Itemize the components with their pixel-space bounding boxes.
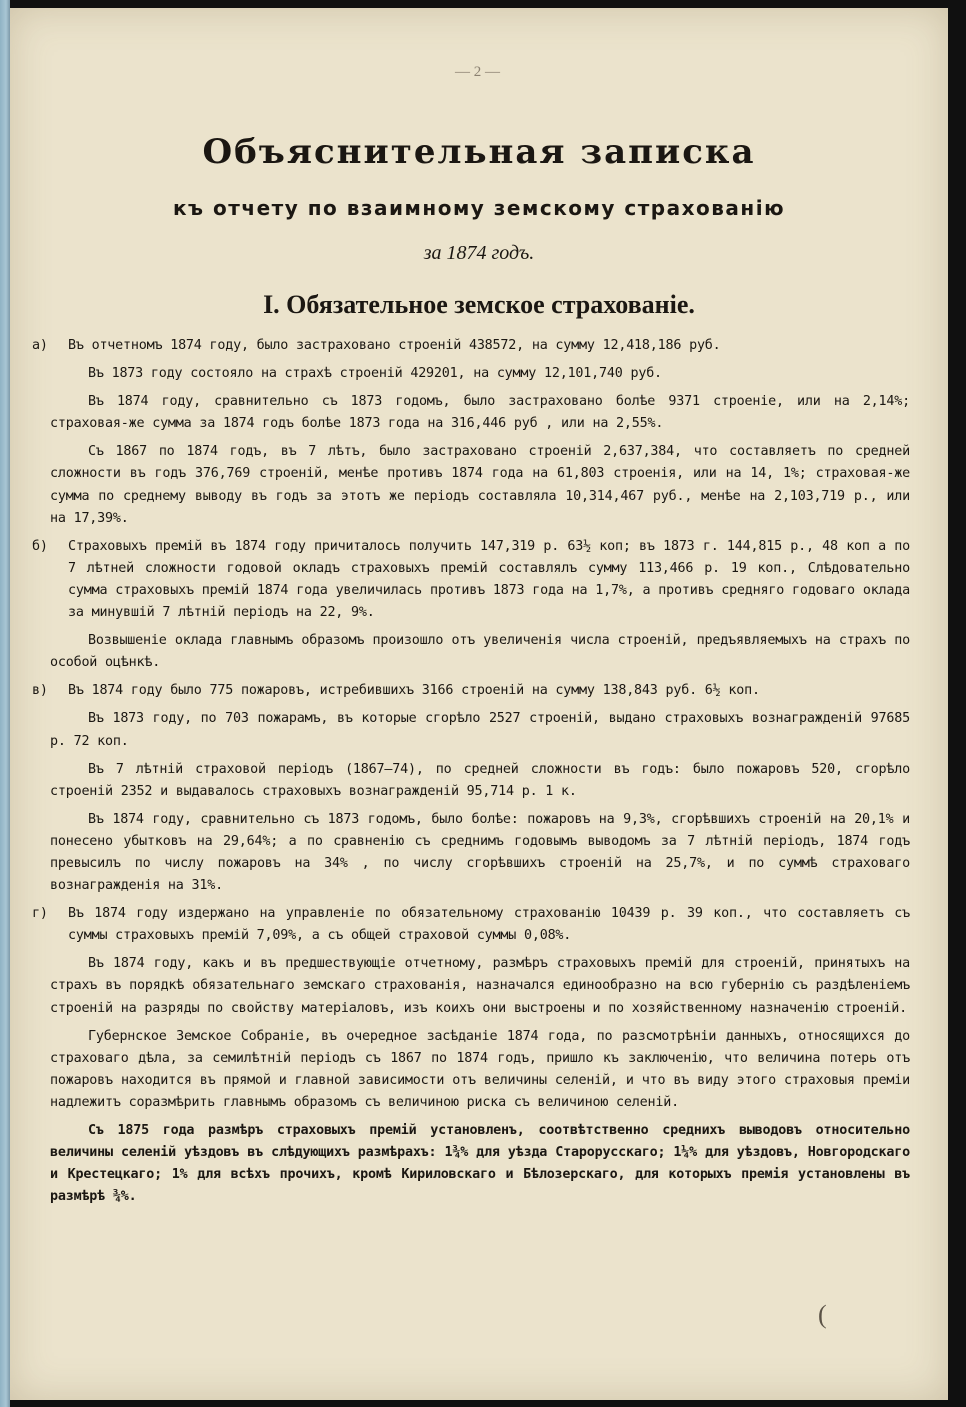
paragraph-text: Въ 1874 году, какъ и въ предшествующіе отчетному, размѣръ страховыхъ премій для строеній, принятыхъ на страхъ въ порядкѣ обязательнаго земскаго страхованія, назначался единообразно на всю губернію съ раздѣленіемъ строеній на разряды по свойству матеріаловъ, изъ коихъ они выстроены и по хозяйственному назначенію строеній. <box>50 956 910 1016</box>
paragraph <box>50 759 910 803</box>
paragraph <box>32 335 910 357</box>
paragraph <box>32 680 910 702</box>
page-number: — 2 — <box>455 64 500 80</box>
paragraph <box>50 441 910 529</box>
year-line: за 1874 годъ. <box>423 242 535 264</box>
paragraph-text: Въ 7 лѣтній страховой періодъ (1867—74), по средней сложности въ годъ: было пожаровъ 520, сгорѣло строеній 2352 и выдавалось страховыхъ вознагражденій 95,714 р. 1 к. <box>50 761 910 799</box>
margin-mark: ( <box>818 1300 827 1329</box>
document-subtitle: къ отчету по взаимному земскому страхованію <box>172 196 786 220</box>
paragraph <box>32 903 910 947</box>
paragraph-text: Въ отчетномъ 1874 году, было застраховано строеній 438572, на сумму 12,418,186 руб. <box>68 338 721 353</box>
paragraph-text: Возвышеніе оклада главнымъ образомъ произошло отъ увеличенія числа строеній, предъявляемыхъ на страхъ по особой оцѣнкѣ. <box>50 633 910 671</box>
paragraph-marker: б) <box>32 538 48 554</box>
paragraph <box>50 708 910 752</box>
paragraph <box>50 809 910 897</box>
paragraph <box>50 1026 910 1114</box>
paragraph <box>50 1120 910 1208</box>
paragraph <box>50 953 910 1019</box>
paragraph <box>50 391 910 435</box>
paragraph-marker: а) <box>32 338 48 353</box>
document-title: Объяснительная записка <box>202 132 756 172</box>
paragraph-text: Съ 1875 года размѣръ страховыхъ премій установленъ, соотвѣтственно среднихъ выводовъ относительно величины селеній уѣздовъ въ слѣдующихъ размѣрахъ: 1¾% для уѣзда Старорусскаго; 1¼% для уѣздовъ, Новгородскаго и Крестецкаго; 1% для всѣхъ прочихъ, кромѣ Кириловскаго и Бѣлозерскаго, для которыхъ премія установлены въ размѣрѣ ¾%. <box>50 1123 910 1205</box>
paragraph-text: Въ 1874 году было 775 пожаровъ, истребившихъ 3166 строеній на сумму 138,843 руб. 6½ коп. <box>68 683 760 699</box>
section-heading: I. Обязательное земское страхованіе. <box>263 290 695 319</box>
paragraph <box>50 363 910 385</box>
paragraph-text: Въ 1874 году, сравнительно съ 1873 годомъ, было болѣе: пожаровъ на 9,3%, сгорѣвшихъ строеній на 20,1% и понесено убытковъ на 29,64%; а по сравненію съ среднимъ годовымъ выводомъ за 7 лѣтній періодъ, 1874 годъ превысилъ по числу пожаровъ на 34% , по числу сгорѣвшихъ строеній на 25,7%, и по суммѣ страховаго вознагражденія на 31%. <box>50 811 910 894</box>
paragraph-text: Съ 1867 по 1874 годъ, въ 7 лѣтъ, было застраховано строеній 2,637,384, что составляетъ по средней сложности въ годъ 376,769 строеній, менѣе противъ 1874 года на 61,803 строенія, или на 14, 1%; страховая-же сумма по среднему выводу въ годъ за этотъ же періодъ составляла 10,314,467 руб., менѣе на 2,103,719 р., или на 17,39%. <box>50 444 910 526</box>
paragraph-marker: г) <box>32 906 48 922</box>
paragraph-text: Губернское Земское Собраніе, въ очередное засѣданіе 1874 года, по разсмотрѣніи данныхъ, относящихся до страховаго дѣла, за семилѣтній періодъ съ 1867 по 1874 годъ, пришло къ заключенію, что величина потерь отъ пожаровъ находится въ прямой и главной зависимости отъ величины селеній, и что въ виду этого страховыя преміи надлежитъ соразмѣрить главнымъ образомъ съ величиною риска съ величиною селеній. <box>50 1028 910 1110</box>
paragraph-text: Въ 1874 году издержано на управленіе по обязательному страхованію 10439 р. 39 коп., что составляетъ съ суммы страховыхъ премій 7,09%, а съ общей страховой суммы 0,08%. <box>68 906 910 944</box>
document-body <box>32 335 910 1214</box>
paragraph-marker: в) <box>32 683 48 699</box>
cover-edge <box>0 0 10 1407</box>
paragraph <box>32 536 910 624</box>
paragraph-text: Страховыхъ премій въ 1874 году причиталось получить 147,319 р. 63½ коп; въ 1873 г. 144,815 р., 48 коп а по 7 лѣтней сложности годовой окладъ страховыхъ премій составлялъ сумму 113,466 р. 19 коп., Слѣдовательно сумма страховыхъ премій 1874 года увеличилась противъ 1873 года на 1,7%, а противъ средняго годоваго оклада за минувшій 7 лѣтній періодъ на 22, 9%. <box>68 538 910 621</box>
paragraph <box>50 630 910 674</box>
paragraph-text: Въ 1873 году состояло на страхѣ строеній 429201, на сумму 12,101,740 руб. <box>88 366 662 382</box>
document-page <box>10 8 948 1400</box>
paragraph-text: Въ 1874 году, сравнительно съ 1873 годомъ, было застраховано болѣе 9371 строеніе, или на 2,14%; страховая-же сумма за 1874 годъ болѣе 1873 года на 316,446 руб , или на 2,55%. <box>50 394 910 432</box>
paragraph-text: Въ 1873 году, по 703 пожарамъ, въ которые сгорѣло 2527 строеній, выдано страховыхъ вознагражденій 97685 р. 72 коп. <box>50 711 910 749</box>
